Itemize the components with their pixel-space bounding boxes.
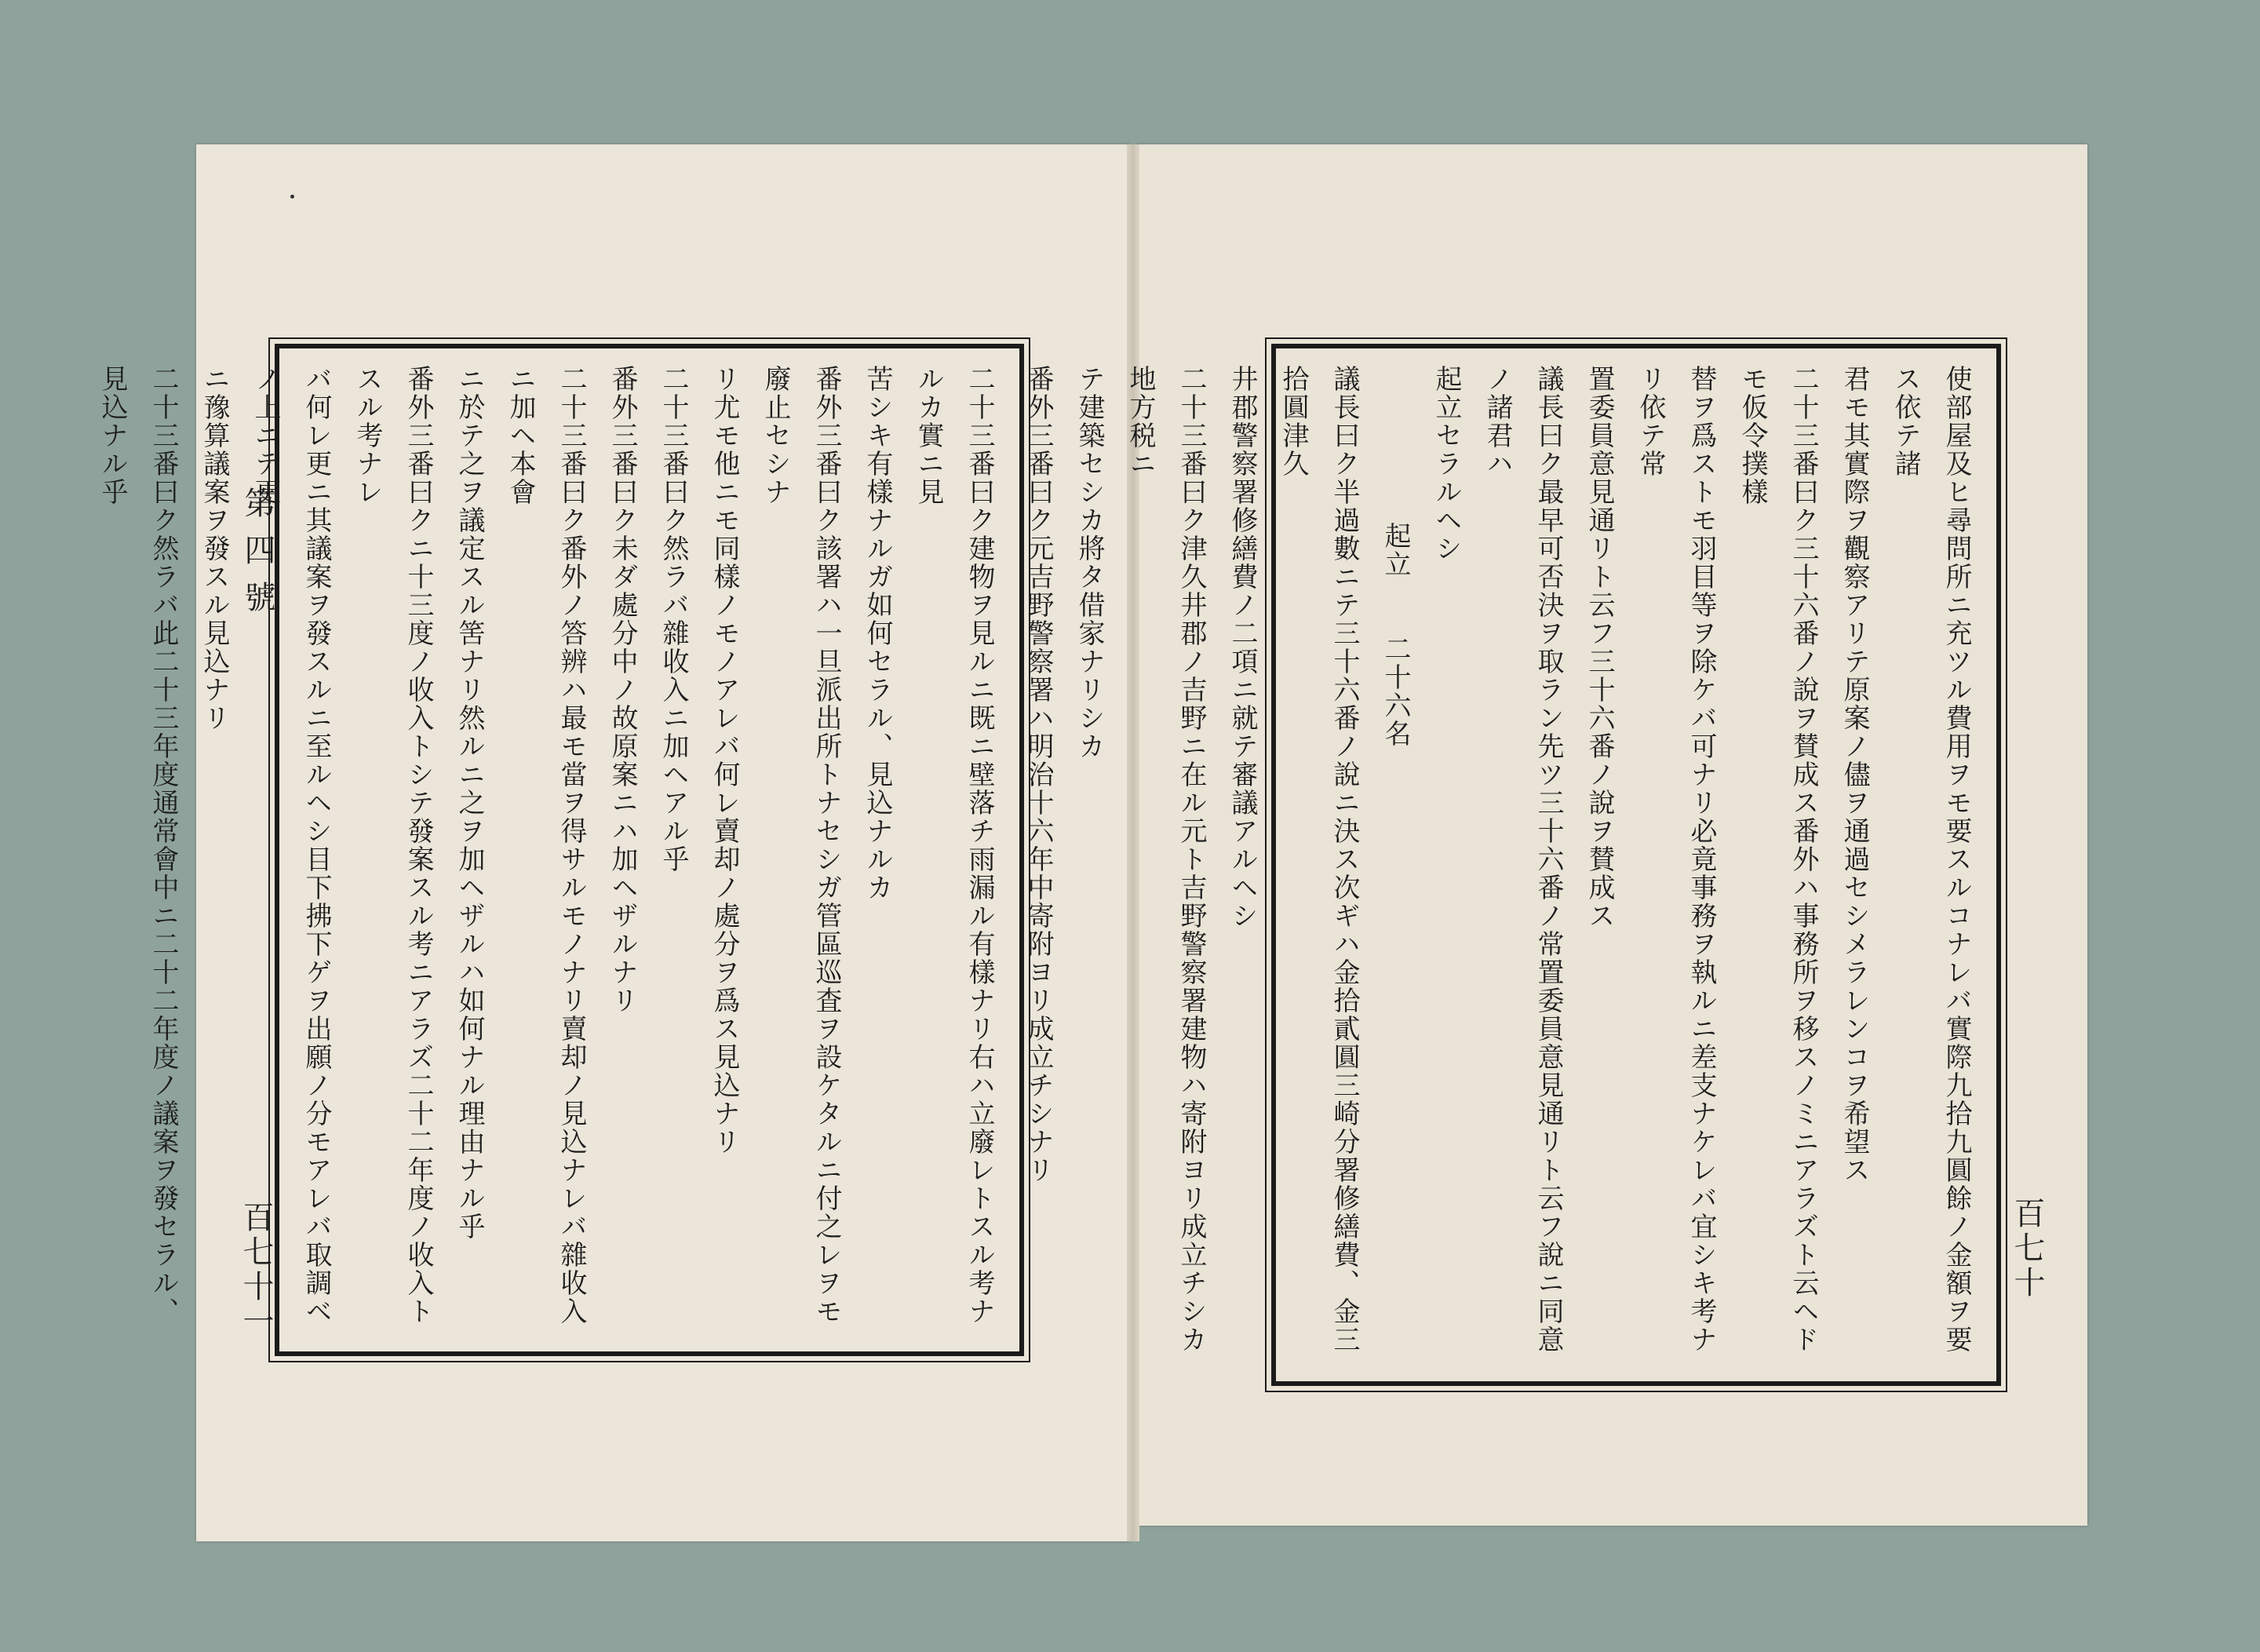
text-line: テ建築セシカ將タ借家ナリシカ xyxy=(1074,365,1105,760)
text-line: 番外三番曰ク元吉野警察署ハ明治十六年中寄附ヨリ成立チシナリ xyxy=(1022,365,1054,1184)
text-line: 二十三番曰ク然ラバ此二十三年度通常會中ニ二十二年度ノ議案ヲ發セラル、見込ナル乎 xyxy=(97,365,179,1326)
text-line: 起立セラルヘシ xyxy=(1431,365,1462,563)
text-line: 起立 二十六名 xyxy=(1380,522,1411,748)
text-line: 使部屋及ヒ尋問所ニ充ツル費用ヲモ要スルコナレバ實際九拾九圓餘ノ金額ヲ要ス依テ諸 xyxy=(1890,365,1972,1354)
speck-mark xyxy=(290,195,294,199)
right-page-number: 百七十 xyxy=(2009,1197,2045,1300)
text-line: 君モ其實際ヲ觀察アリテ原案ノ儘ヲ通過セシメラレンコヲ希望ス xyxy=(1839,365,1870,1184)
text-line: 番外三番曰ク未ダ處分中ノ故原案ニハ加ヘザルナリ xyxy=(607,365,638,1015)
text-line: 番外三番曰ク該署ハ一旦派出所トナセシガ管區巡査ヲ設ケタルニ付之レヲモ廢止セシナ xyxy=(760,365,842,1326)
text-line: 議長曰ク最早可否決ヲ取ラン先ツ三十六番ノ常置委員意見通リト云フ說ニ同意ノ諸君ハ xyxy=(1482,365,1564,1354)
issue-label: 第四號 xyxy=(239,487,275,628)
text-line: ニ於テ之ヲ議定スル筈ナリ然ルニ之ヲ加ヘザルハ如何ナル理由ナル乎 xyxy=(454,365,485,1241)
text-line: 替ヲ爲ストモ羽目等ヲ除ケバ可ナリ必竟事務ヲ執ルニ差支ナケレバ宜シキ考ナリ依テ常 xyxy=(1635,365,1717,1354)
text-line: 議長曰ク半過數ニテ三十六番ノ說ニ決ス次ギハ金拾貳圓三崎分署修繕費、金三拾圓津久 xyxy=(1278,365,1360,1354)
text-line: 置委員意見通リト云フ三十六番ノ說ヲ賛成ス xyxy=(1584,365,1615,930)
text-line: ニ豫算議案ヲ發スル見込ナリ xyxy=(199,365,230,732)
right-page-text xyxy=(1022,365,1981,1373)
left-page-number: 百七十一 xyxy=(238,1201,274,1339)
text-line: 二十三番曰ク然ラバ雜收入ニ加ヘアル乎 xyxy=(658,365,689,873)
text-line: 井郡警察署修繕費ノ二項ニ就テ審議アルヘシ xyxy=(1227,365,1258,930)
text-line: 番外三番曰クニ十三度ノ收入トシテ發案スル考ニアラズ二十二年度ノ收入トスル考ナレ xyxy=(352,365,434,1326)
text-line: 二十三番曰ク津久井郡ノ吉野ニ在ル元ト吉野警察署建物ハ寄附ヨリ成立チシカ地方税ニ xyxy=(1125,365,1207,1354)
text-line: 二十三番曰ク三十六番ノ說ヲ賛成ス番外ハ事務所ヲ移スノミニアラズト云ヘドモ仮令撲樣 xyxy=(1737,365,1819,1354)
text-line: バ何レ更ニ其議案ヲ發スルニ至ルヘシ目下拂下ゲヲ出願ノ分モアレバ取調ベノ上ニテ更 xyxy=(250,365,332,1326)
text-line: リ尤モ他ニモ同樣ノモノアレバ何レ賣却ノ處分ヲ爲ス見込ナリ xyxy=(709,365,740,1156)
text-line: 苦シキ有樣ナルガ如何セラル、見込ナルカ xyxy=(862,365,893,902)
text-line: 二十三番曰ク番外ノ答辨ハ最モ當ヲ得サルモノナリ賣却ノ見込ナレバ雜收入ニ加ヘ本會 xyxy=(505,365,587,1326)
text-line: 二十三番曰ク建物ヲ見ルニ既ニ壁落チ雨漏ル有樣ナリ右ハ立廢レトスル考ナルカ實ニ見 xyxy=(913,365,995,1326)
